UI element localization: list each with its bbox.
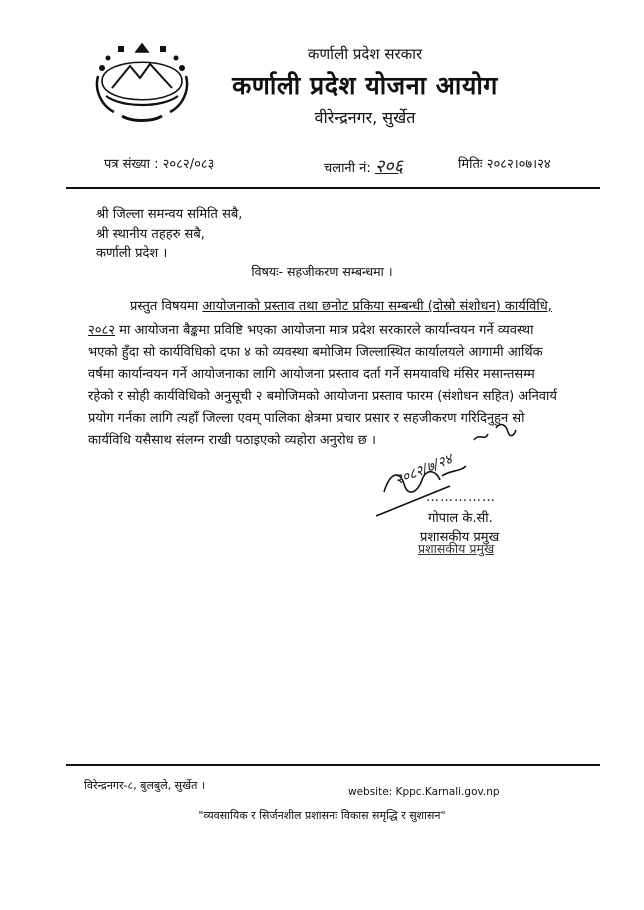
body-line-4: वर्षमा कार्यान्वयन गर्ने आयोजनाका लागि आयोजना प्रस्ताव दर्ता गर्ने समयावधि मंसिर मसान्तसम्म [88,367,535,382]
letter-subject: विषयः- सहजीकरण सम्बन्धमा । [251,264,393,279]
signatory-title: प्रशासकीय प्रमुख [420,530,500,545]
header-divider [66,187,600,189]
dispatch-number [324,154,403,178]
body-line-6: प्रयोग गर्नका लागि त्यहाँ जिल्ला एवम् पालिका क्षेत्रमा प्रचार प्रसार र सहजीकरण गरिदिनुहुन सो [88,411,525,426]
office-location: वीरेन्द्रनगर, सुर्खेत [314,108,416,127]
footer-website[interactable]: website: Kppc.Karnali.gov.np [348,786,500,798]
dispatch-number-label: चलानी नं: [324,161,371,176]
footer-address: विरेन्द्रनगर-८, बुलबुले, सुर्खेत । [84,779,206,792]
initial-mark [470,418,520,448]
handwritten-date: २०८२/७/२४ [392,451,455,489]
recipient-line-3: कर्णाली प्रदेश । [96,246,168,261]
letter-number-value: २०८२/०८३ [162,157,215,172]
letter-number [104,154,214,172]
dispatch-number-value: २०६ [374,156,403,177]
recipient-line-2: श्री स्थानीय तहहरु सबै, [96,227,205,242]
body-line-1 [130,296,630,314]
body-year: २०८२ [88,323,116,338]
signature-dots: …………… [426,490,496,505]
body-line-3: भएको हुँदा सो कार्यविधिको दफा ४ को व्यवस्था बमोजिम जिल्लास्थित कार्यालयले आगामी आर्थिक [88,345,543,360]
footer-motto: "व्यवसायिक र सिर्जनशील प्रशासनः विकास समृद्धि र सुशासन" [198,809,446,822]
body-line-5: रहेको र सोही कार्यविधिको अनुसूची २ बमोजिमको आयोजना प्रस्ताव फारम (संशोधन सहित) अनिवार्य [88,389,557,404]
office-name: कर्णाली प्रदेश योजना आयोग [232,71,498,100]
body-document-title: आयोजनाको प्रस्ताव तथा छनोट प्रकिया सम्बन्धी (दोस्रो संशोधन) कार्यविधि, [202,299,552,314]
letter-date-value: २०८२।०७।२४ [486,157,551,172]
letter-number-label: पत्र संख्या : [104,157,159,172]
government-name: कर्णाली प्रदेश सरकार [307,45,423,63]
letter-date [458,154,551,172]
body-line-2 [88,320,588,338]
official-stamp: प्रशासकीय प्रमुख [418,541,495,556]
body-line-2-rest: मा आयोजना बैङ्कमा प्रविष्टि भएका आयोजना मात्र प्रदेश सरकारले कार्यान्वयन गर्ने व्यवस्था [115,323,534,338]
letter-date-label: मितिः [458,157,483,172]
government-emblem-logo [92,36,192,126]
recipient-line-1: श्री जिल्ला समन्वय समिति सबै, [96,207,243,222]
footer-divider [66,764,600,766]
body-line-1-start: प्रस्तुत विषयमा [130,299,203,314]
body-line-7: कार्यविधि यसैसाथ संलग्न राखी पठाइएको व्यहोरा अनुरोध छ । [88,433,376,448]
signatory-name: गोपाल के.सी. [428,511,493,526]
